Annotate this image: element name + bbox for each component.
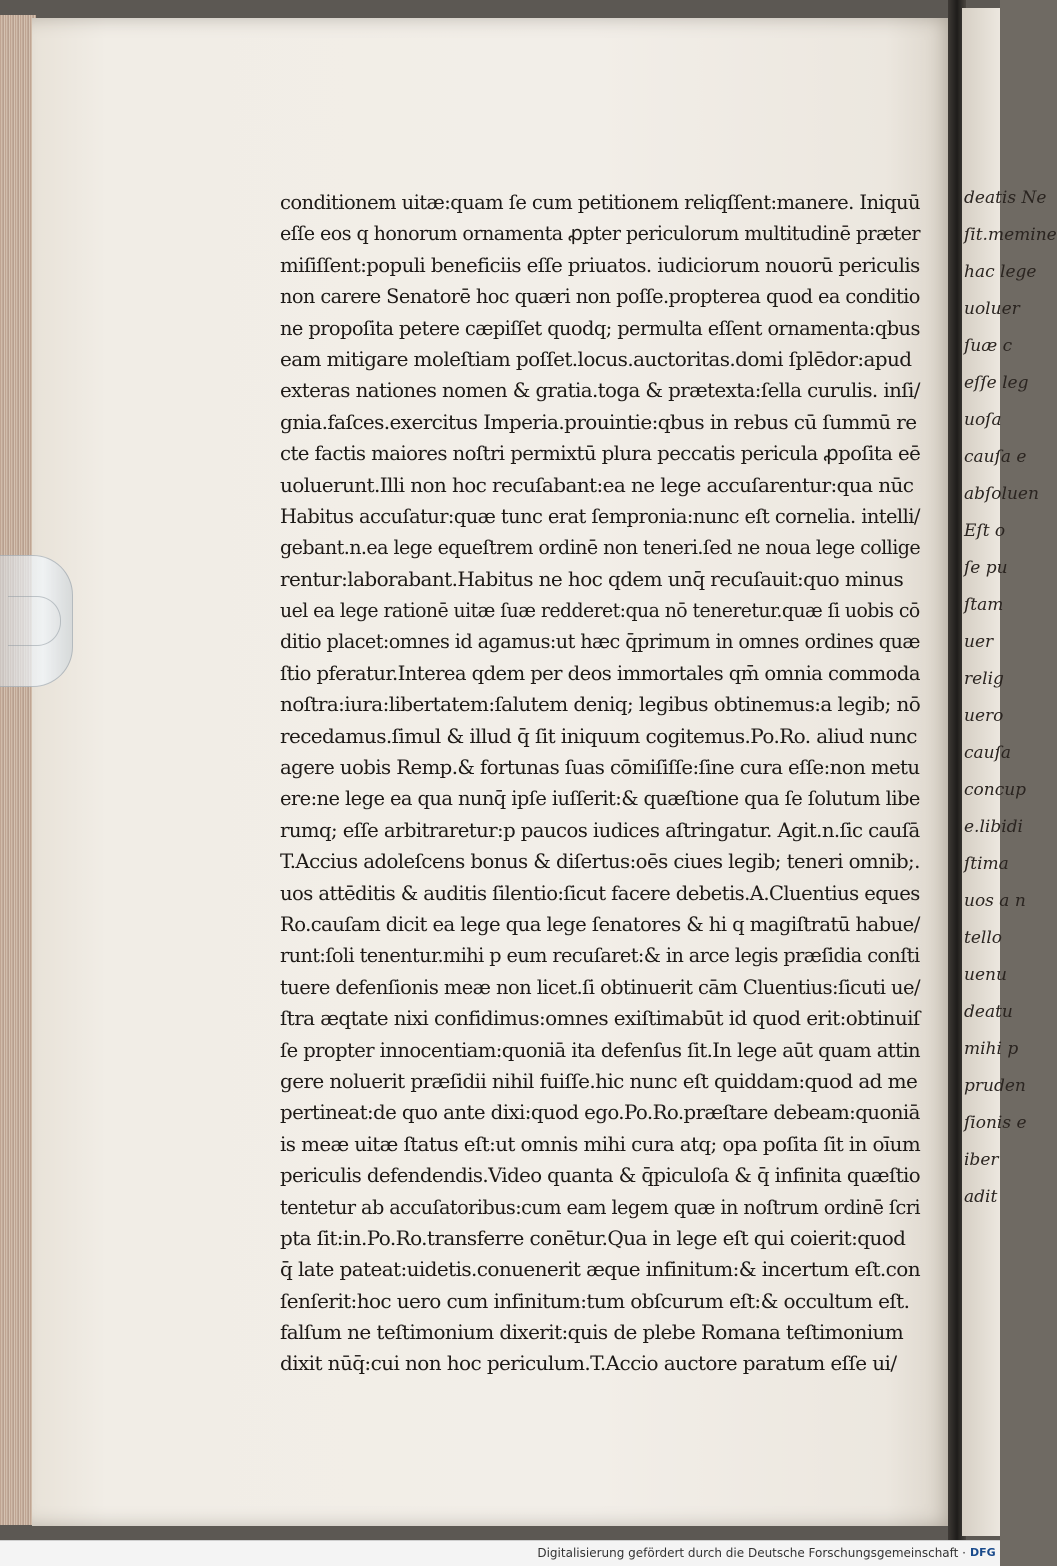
text-line: tentetur ab accuſatoribus:cum eam legem quæ in noſtrum ordinē ſcri [280,1194,920,1219]
text-line: conditionem uitæ:quam ſe cum petitionem reliqſſent:manere. Iniquū [280,190,920,214]
facing-page-fragment: e.libidi [964,817,1023,837]
text-line: eam mitigare moleſtiam poſſet.locus.auctoritas.domi ſplēdor:apud [280,346,912,371]
text-line: gebant.n.ea lege equeſtrem ordinē non teneri.ſed ne noua lege collige [280,535,921,560]
text-line: pta ſit:in.Po.Ro.transferre conētur.Qua in lege eſt qui coierit:quod [280,1225,906,1250]
facing-page-fragment: ſuæ c [964,336,1013,356]
text-line: tuere defenſionis meæ non licet.ſi obtinuerit cām Cluentius:ſicuti ue/ [280,974,920,999]
text-line: Ro.cauſam dicit ea lege qua lege ſenatores & hi q magiſtratū habue/ [280,911,920,936]
facing-page-fragment: ſionis e [964,1113,1027,1133]
book-page-edges [0,15,36,1525]
text-line: ſtra æqtate nixi confidimus:omnes exiſtimabūt id quod erit:obtinuiſ [280,1006,920,1031]
facing-page-fragment: cauſa e [964,447,1027,467]
text-line: ſenſerit:hoc uero cum infinitum:tum obſcurum eſt:& occultum eſt. [280,1288,910,1313]
text-line: noſtra:iura:libertatem:ſalutem deniq; legibus obtinemus:a legib; nō [280,692,921,717]
facing-page-fragment: uoluer [964,299,1020,319]
text-line: pertineat:de quo ante dixi:quod ego.Po.Ro.præſtare debeam:quoniā [280,1100,920,1125]
text-line: falſum ne teſtimonium dixerit:quis de plebe Romana teſtimonium [280,1320,904,1345]
facing-page-fragment: ſtima [964,854,1009,874]
text-line: non carere Senatorē hoc quæri non poſſe.propterea quod ea conditio [280,284,920,309]
text-line: uos attēditis & auditis ſilentio:ſicut facere debetis.A.Cluentius eques [280,880,920,905]
facing-page-fragment: uoſa [964,410,1002,430]
text-line: uel ea lege rationē uitæ ſuæ redderet:qua nō teneretur.quæ ſi uobis cō [280,598,920,623]
text-line: q̄ late pateat:uidetis.conuenerit æque infinitum:& incertum eſt.con [280,1257,920,1282]
text-line: dixit nūq̄:cui non hoc periculum.T.Accio auctore paratum eſſe ui/ [280,1351,897,1376]
incunabulum-text-block [280,187,920,1380]
text-line: runt:ſoli tenentur.mihi p eum recuſaret:& in arce legis præſidia conſti [280,943,920,968]
text-line: T.Accius adoleſcens bonus & diſertus:oēs ciues legib; teneri omnib;. [280,849,920,874]
facing-page-fragment: deatis Ne [964,188,1047,208]
facing-page-fragment: uenu [964,965,1007,985]
text-line: Habitus accuſatur:quæ tunc erat ſempronia:nunc eſt cornelia. intelli/ [280,503,920,528]
text-line: exteras nationes nomen & gratia.toga & prætexta:ſella curulis. inſi/ [280,378,920,403]
footer-bar [0,1540,1000,1566]
facing-page-fragment: uer [964,632,994,652]
facing-page-fragment: deatu [964,1002,1013,1022]
text-line: agere uobis Remp.& fortunas ſuas cōmiſiſſe:ſine cura eſſe:non metu [280,755,920,780]
facing-page-fragment: ſit.memine [964,225,1057,245]
text-line: recedamus.ſimul & illud q̄ ſit iniquum cogitemus.Po.Ro. aliud nunc [280,723,917,748]
facing-page-fragment: iber [964,1150,999,1170]
text-line: ditio placet:omnes id agamus:ut hæc q̄primum in omnes ordines quæ [280,629,920,654]
text-line: uoluerunt.Illi non hoc recuſabant:ea ne lege accuſarentur:qua nūc [280,472,914,497]
facing-page-fragment: abſoluen [964,484,1039,504]
page-clip-hole [8,596,61,646]
facing-page-fragment: ſe pu [964,558,1008,578]
page-clip [0,555,73,687]
text-line: is meæ uitæ ſtatus eſt:ut omnis mihi cura atq; opa poſita ſit in oīum [280,1131,921,1156]
facing-page-fragment: concup [964,780,1027,800]
text-line: periculis defendendis.Video quanta & q̄piculoſa & q̄ infinita quæſtio [280,1163,921,1188]
facing-page-fragment: hac lege [964,262,1037,282]
text-line: rumq; eſſe arbitraretur:p paucos iudices aſtringatur. Agit.n.ſic cauſā [280,817,920,842]
facing-page-fragment: tello [964,928,1003,948]
facing-page-fragment: uero [964,706,1004,726]
text-line: ſe propter innocentiam:quoniā ita defenſus ſit.In lege aūt quam attin [280,1037,920,1062]
text-line: miſiſſent:populi beneficiis eſſe priuatos. iudiciorum nouorū periculis [280,252,920,277]
facing-page-fragment: uos a n [964,891,1026,911]
text-line: cte factis maiores noſtri permixtū plura peccatis pericula ꝓpoſita eē [280,441,921,466]
funding-credit: Digitalisierung gefördert durch die Deutsche Forschungsgemeinschaft · [537,1546,966,1560]
facing-page-fragment: eſſe leg [964,373,1029,393]
facing-page-fragment: Eſt o [964,521,1006,541]
text-line: rentur:laborabant.Habitus ne hoc qdem unq̄ recuſauit:quo minus [280,566,904,591]
dfg-logo: DFG [970,1546,996,1559]
facing-page-fragment: ſtam [964,595,1004,615]
text-line: eſſe eos q honorum ornamenta ꝓpter periculorum multitudinē præter [280,221,920,246]
facing-page-fragment: cauſa [964,743,1012,763]
text-line: ere:ne lege ea qua nunq̄ ipſe iuſſerit:& quæſtione qua ſe ſolutum libe [280,786,920,811]
facing-page-fragment: relig [964,669,1004,689]
text-line: gere noluerit præſidii nihil fuiſſe.hic nunc eſt quiddam:quod ad me [280,1068,918,1093]
text-line: gnia.faſces.exercitus Imperia.prouintie:qbus in rebus cū ſummū re [280,409,917,434]
facing-page-fragment: mihi p [964,1039,1019,1059]
facing-page [962,8,1057,1536]
facing-page-fragment: adit [964,1187,998,1207]
text-line: ne propoſita petere cæpiſſet quodq; permulta eſſent ornamenta:qbus [280,315,920,340]
text-line: ſtio pferatur.Interea qdem per deos immortales qm̄ omnia commoda [280,660,920,685]
facing-page-fragment: pruden [964,1076,1026,1096]
